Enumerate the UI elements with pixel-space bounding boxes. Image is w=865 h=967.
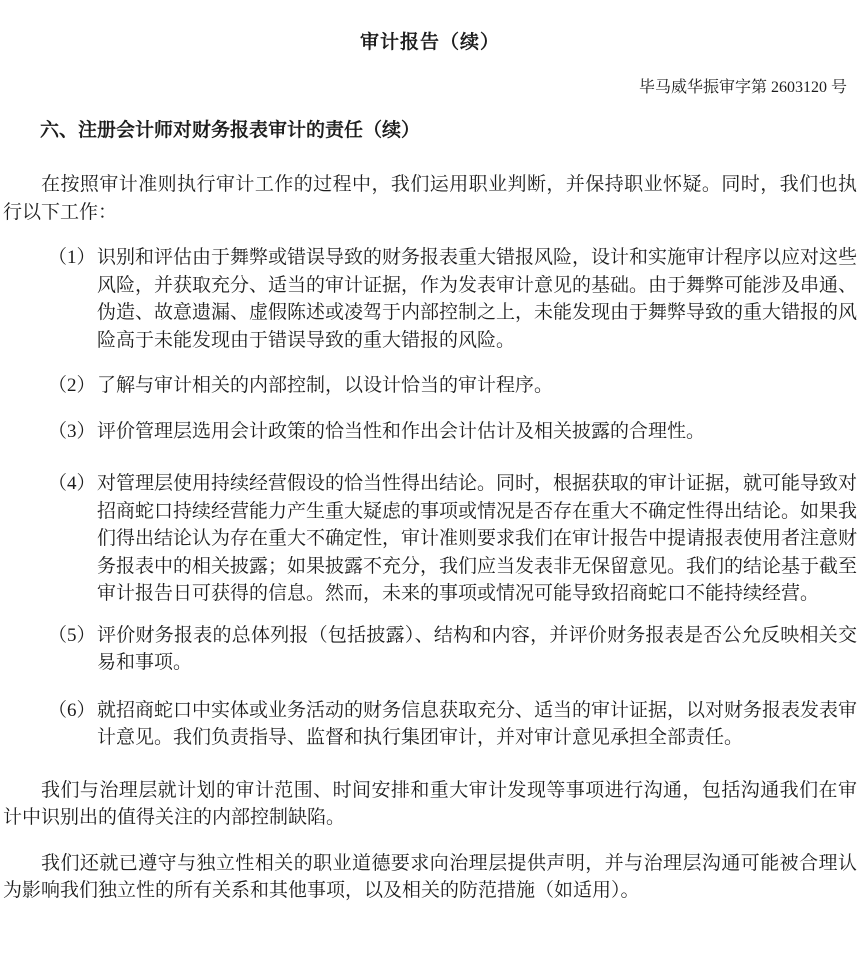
list-item-2-number: （2） bbox=[48, 375, 96, 396]
list-item-4 bbox=[3, 470, 857, 608]
closing-paragraph-2: 我们还就已遵守与独立性相关的职业道德要求向治理层提供声明，并与治理层沟通可能被合理认为影响我们独立性的所有关系和其他事项，以及相关的防范措施（如适用）。 bbox=[3, 852, 857, 901]
list-item-1-text: 识别和评估由于舞弊或错误导致的财务报表重大错报风险，设计和实施审计程序以应对这些风险，并获取充分、适当的审计证据，作为发表审计意见的基础。由于舞弊可能涉及串通、伪造、故意遗漏、虚假陈述或凌驾于内部控制之上，未能发现由于舞弊导致的重大错报的风险高于未能发现由于错误导致的重大错报的风险。 bbox=[97, 247, 858, 351]
intro-paragraph: 在按照审计准则执行审计工作的过程中，我们运用职业判断，并保持职业怀疑。同时，我们也执行以下工作： bbox=[3, 174, 857, 223]
list-item-2-text: 了解与审计相关的内部控制，以设计恰当的审计程序。 bbox=[97, 375, 554, 396]
list-item-6-number: （6） bbox=[48, 699, 96, 721]
list-item-6 bbox=[3, 697, 857, 752]
list-item-3 bbox=[3, 418, 857, 446]
numbered-list bbox=[3, 244, 857, 752]
list-item-4-number: （4） bbox=[48, 473, 96, 494]
section-heading: 六、注册会计师对财务报表审计的责任（续） bbox=[40, 120, 421, 141]
list-item-3-number: （3） bbox=[48, 420, 96, 442]
list-item-1 bbox=[3, 244, 857, 354]
list-item-1-number: （1） bbox=[48, 247, 96, 268]
list-item-5-number: （5） bbox=[48, 624, 96, 646]
list-item-3-text: 评价管理层选用会计政策的恰当性和作出会计估计及相关披露的合理性。 bbox=[97, 420, 706, 442]
document-title: 审计报告（续） bbox=[359, 32, 500, 53]
audit-report-number: 毕马威华振审字第 2603120 号 bbox=[638, 79, 847, 96]
closing-paragraph-1: 我们与治理层就计划的审计范围、时间安排和重大审计发现等事项进行沟通，包括沟通我们在审计中识别出的值得关注的内部控制缺陷。 bbox=[3, 779, 857, 828]
list-item-5-text: 评价财务报表的总体列报（包括披露）、结构和内容，并评价财务报表是否公允反映相关交易和事项。 bbox=[97, 624, 857, 673]
list-item-4-text: 对管理层使用持续经营假设的恰当性得出结论。同时，根据获取的审计证据，就可能导致对招商蛇口持续经营能力产生重大疑虑的事项或情况是否存在重大不确定性得出结论。如果我们得出结论认为存在重大不确定性，审计准则要求我们在审计报告中提请报表使用者注意财务报表中的相关披露；如果披露不充分，我们应当发表非无保留意见。我们的结论基于截至审计报告日可获得的信息。然而，未来的事项或情况可能导致招商蛇口不能持续经营。 bbox=[97, 473, 858, 604]
list-item-2 bbox=[3, 372, 857, 400]
list-item-5 bbox=[3, 622, 857, 677]
list-item-6-text: 就招商蛇口中实体或业务活动的财务信息获取充分、适当的审计证据，以对财务报表发表审计意见。我们负责指导、监督和执行集团审计，并对审计意见承担全部责任。 bbox=[97, 699, 858, 748]
